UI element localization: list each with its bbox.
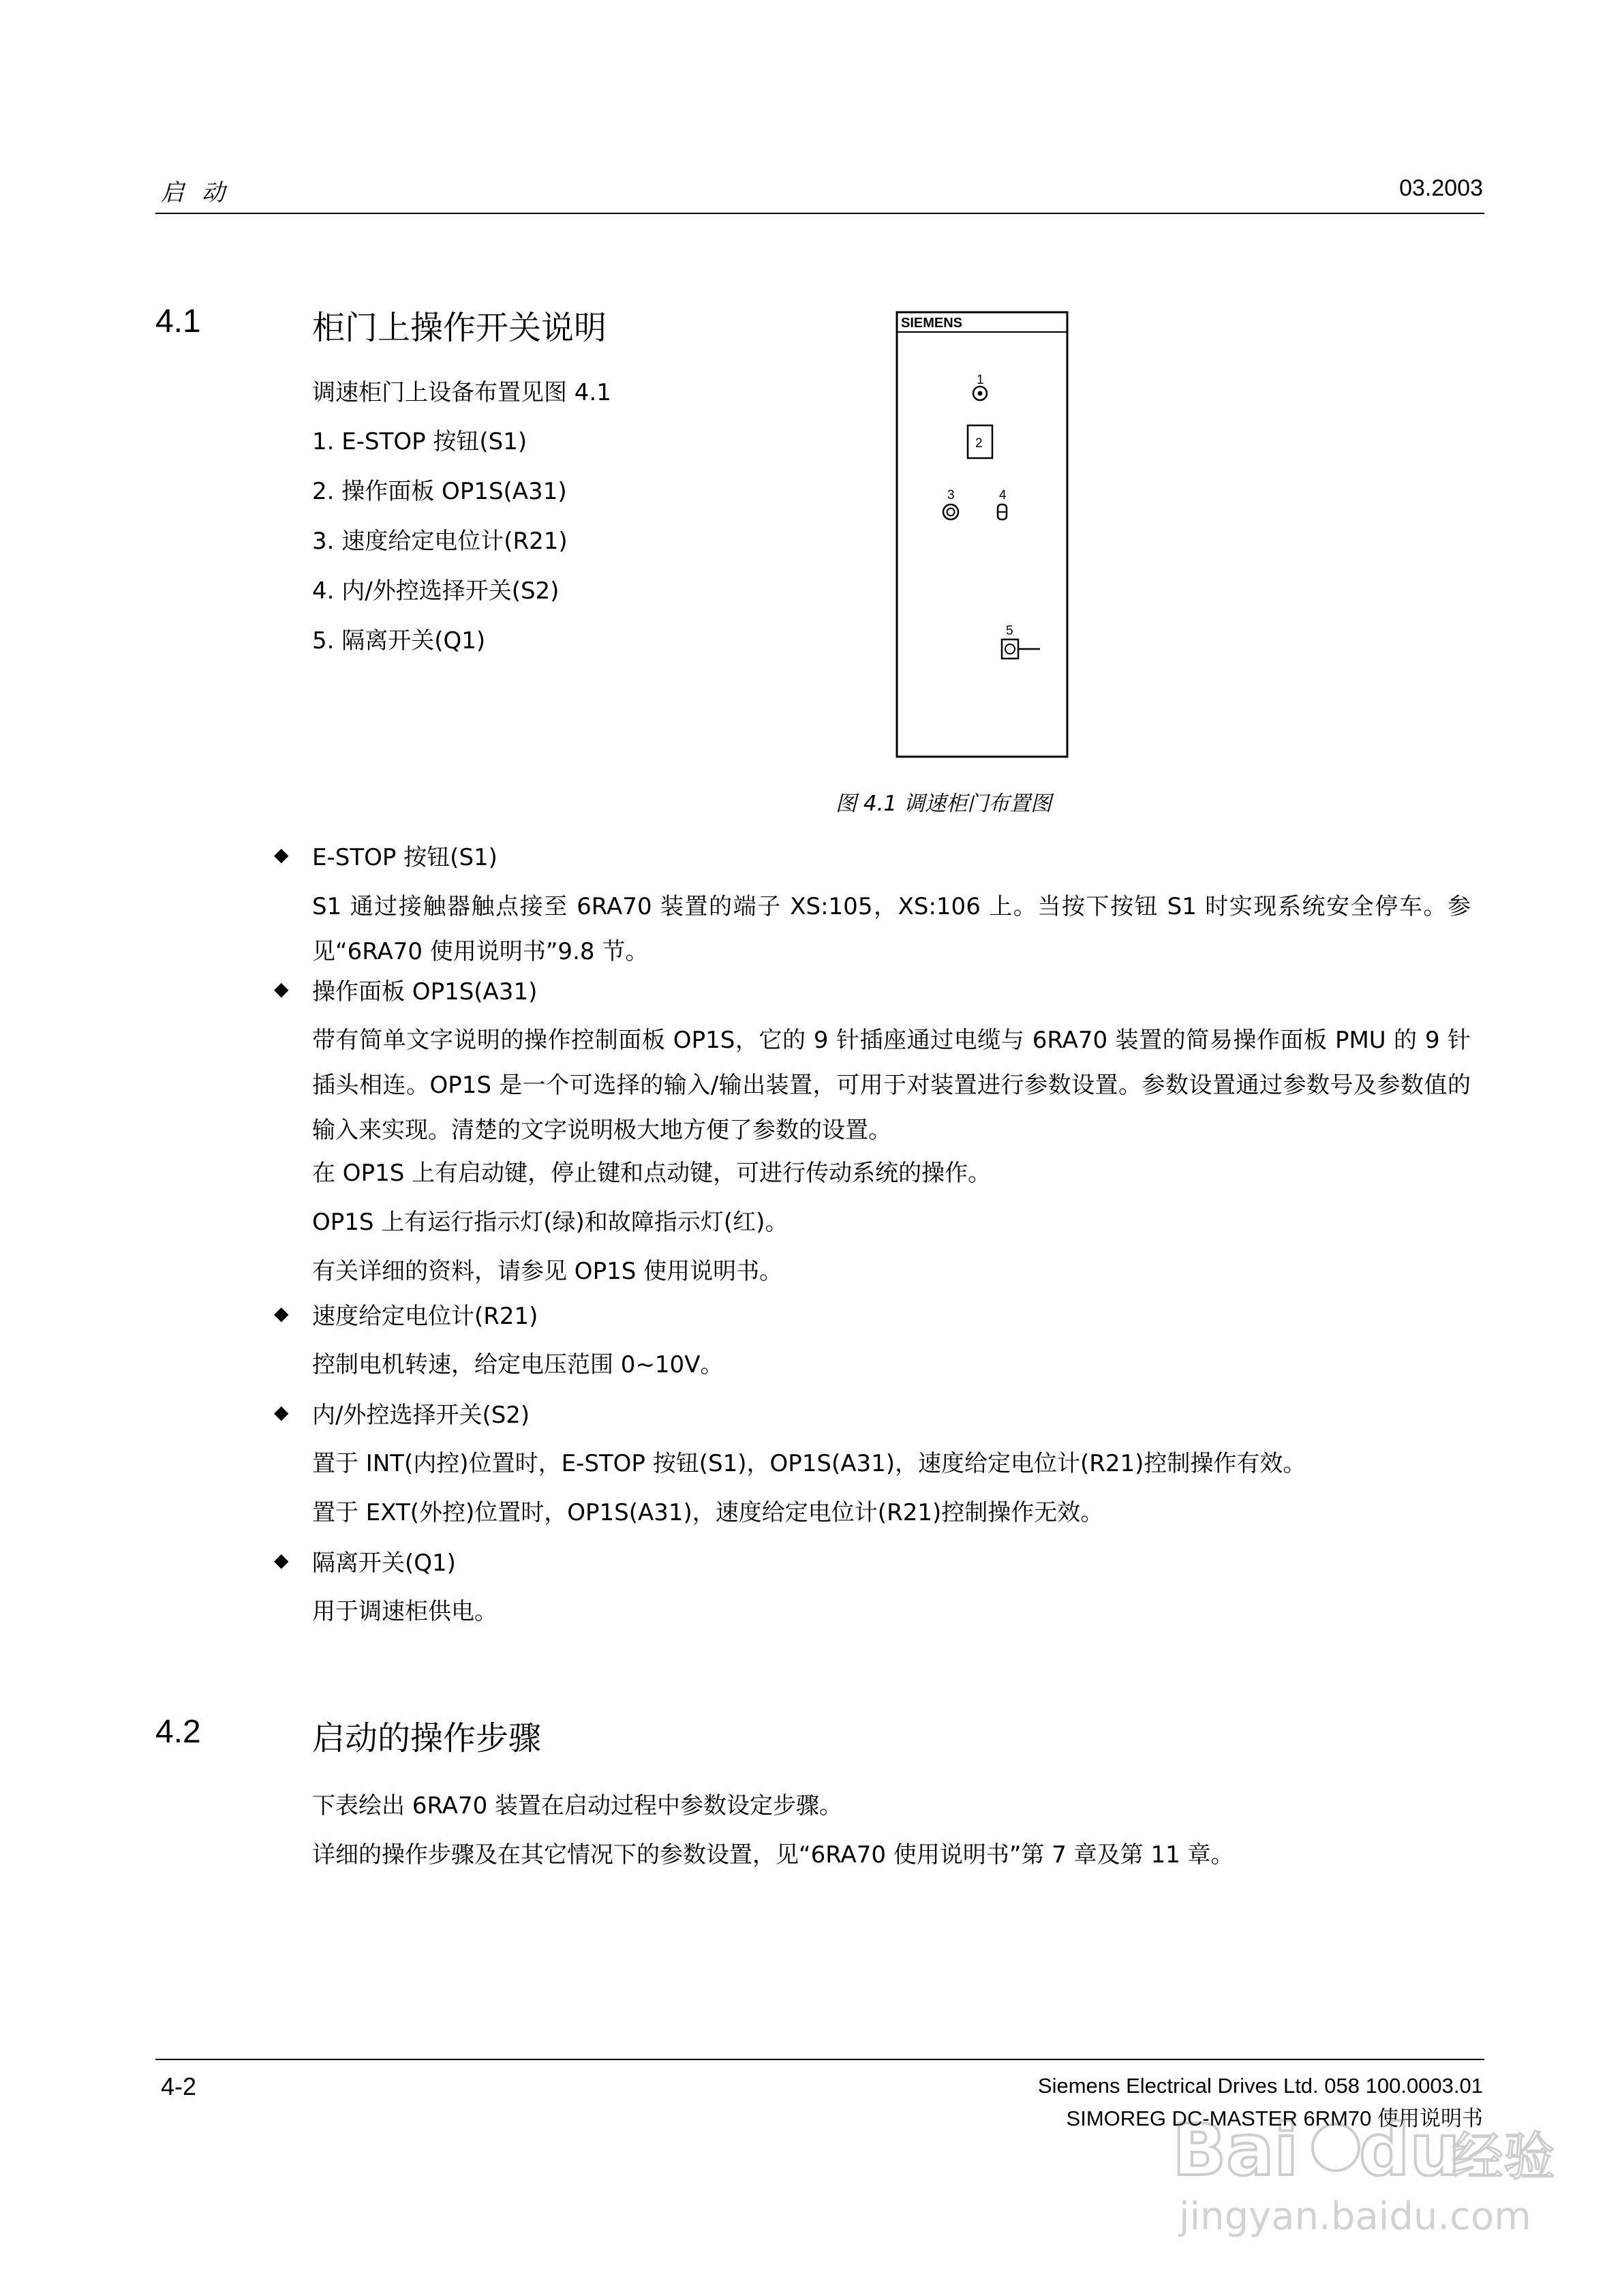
section-title-4-2: 启动的操作步骤 — [312, 1719, 542, 1757]
svg-text:du: du — [1359, 2109, 1460, 2192]
brand-label: SIEMENS — [901, 316, 963, 331]
bullet-title: E-STOP 按钮(S1) — [312, 844, 498, 871]
bullet-paragraph: 置于 INT(内控)位置时，E-STOP 按钮(S1)，OP1S(A31)，速度给定电位计(R21)控制操作有效。 — [312, 1450, 1306, 1477]
intro-text: 调速柜门上设备布置见图 4.1 — [312, 379, 611, 406]
cabinet-door-figure — [886, 307, 1077, 764]
figure-caption: 图 4.1 调速柜门布置图 — [836, 791, 1052, 816]
list-item: 2. 操作面板 OP1S(A31) — [312, 478, 567, 505]
list-item: 5. 隔离开关(Q1) — [312, 627, 486, 654]
bullet-paragraph: S1 通过接触器触点接至 6RA70 装置的端子 XS:105，XS:106 上。当按下按钮 S1 时实现系统安全停车。参见“6RA70 使用说明书”9.8 节。 — [312, 893, 1471, 965]
section-number-4-1: 4.1 — [155, 303, 201, 339]
running-header-section: 启动 — [161, 179, 243, 207]
bullet-diamond-icon: ◆ — [274, 1401, 289, 1423]
label-5: 5 — [1006, 624, 1013, 638]
bullet-diamond-icon: ◆ — [274, 1549, 289, 1571]
bullet-title: 内/外控选择开关(S2) — [312, 1402, 530, 1429]
list-item: 4. 内/外控选择开关(S2) — [312, 577, 560, 605]
label-3: 3 — [947, 488, 955, 502]
section-title-4-1: 柜门上操作开关说明 — [312, 309, 607, 347]
list-item: 3. 速度给定电位计(R21) — [312, 528, 568, 555]
bullet-diamond-icon: ◆ — [274, 978, 289, 1000]
svg-text:jingyan.baidu.com: jingyan.baidu.com — [1179, 2194, 1531, 2239]
label-4: 4 — [999, 488, 1007, 502]
section-paragraph: 下表绘出 6RA70 装置在启动过程中参数设定步骤。 — [312, 1792, 843, 1819]
baidu-jingyan-watermark — [1152, 2093, 1555, 2243]
bullet-paragraph: 控制电机转速，给定电压范围 0~10V。 — [312, 1351, 724, 1378]
svg-text:经验: 经验 — [1452, 2126, 1555, 2187]
footer-rule — [155, 2059, 1484, 2060]
bullet-paragraph: 在 OP1S 上有启动键，停止键和点动键，可进行传动系统的操作。 — [312, 1160, 992, 1187]
bullet-paragraph: 有关详细的资料，请参见 OP1S 使用说明书。 — [312, 1258, 783, 1285]
potentiometer-icon — [943, 504, 958, 519]
bullet-paragraph: 置于 EXT(外控)位置时，OP1S(A31)，速度给定电位计(R21)控制操作无效。 — [312, 1499, 1104, 1526]
bullet-diamond-icon: ◆ — [274, 1302, 289, 1325]
header-rule — [155, 213, 1484, 214]
bullet-paragraph: OP1S 上有运行指示灯(绿)和故障指示灯(红)。 — [312, 1209, 789, 1236]
section-number-4-2: 4.2 — [155, 1714, 201, 1750]
footer-publisher: Siemens Electrical Drives Ltd. 058 100.0003.01 — [1037, 2074, 1483, 2098]
bullet-title: 操作面板 OP1S(A31) — [312, 978, 538, 1006]
footer-manual-title: SIMOREG DC-MASTER 6RM70 使用说明书 — [1066, 2106, 1483, 2130]
isolator-switch-icon — [1002, 639, 1018, 659]
label-2: 2 — [975, 436, 983, 451]
label-1: 1 — [977, 373, 984, 387]
bullet-paragraph: 用于调速柜供电。 — [312, 1598, 498, 1625]
running-header-date: 03.2003 — [1399, 175, 1483, 201]
bullet-title: 隔离开关(Q1) — [312, 1550, 456, 1577]
list-item: 1. E-STOP 按钮(S1) — [312, 428, 527, 455]
bullet-diamond-icon: ◆ — [274, 843, 289, 866]
section-paragraph: 详细的操作步骤及在其它情况下的参数设置，见“6RA70 使用说明书”第 7 章及第 11 章。 — [312, 1841, 1234, 1869]
bullet-title: 速度给定电位计(R21) — [312, 1303, 538, 1330]
svg-text:Bai: Bai — [1172, 2109, 1299, 2192]
bullet-paragraph: 带有简单文字说明的操作控制面板 OP1S，它的 9 针插座通过电缆与 6RA70 装置的简易操作面板 PMU 的 9 针插头相连。OP1S 是一个可选择的输入/输出装置，可用于对装置进行参数设置。参数设置通过参数号及参数值的输入来实现。清楚的文字说明极大地方便了参数的设置。 — [312, 1027, 1471, 1144]
page-number: 4-2 — [161, 2072, 197, 2100]
